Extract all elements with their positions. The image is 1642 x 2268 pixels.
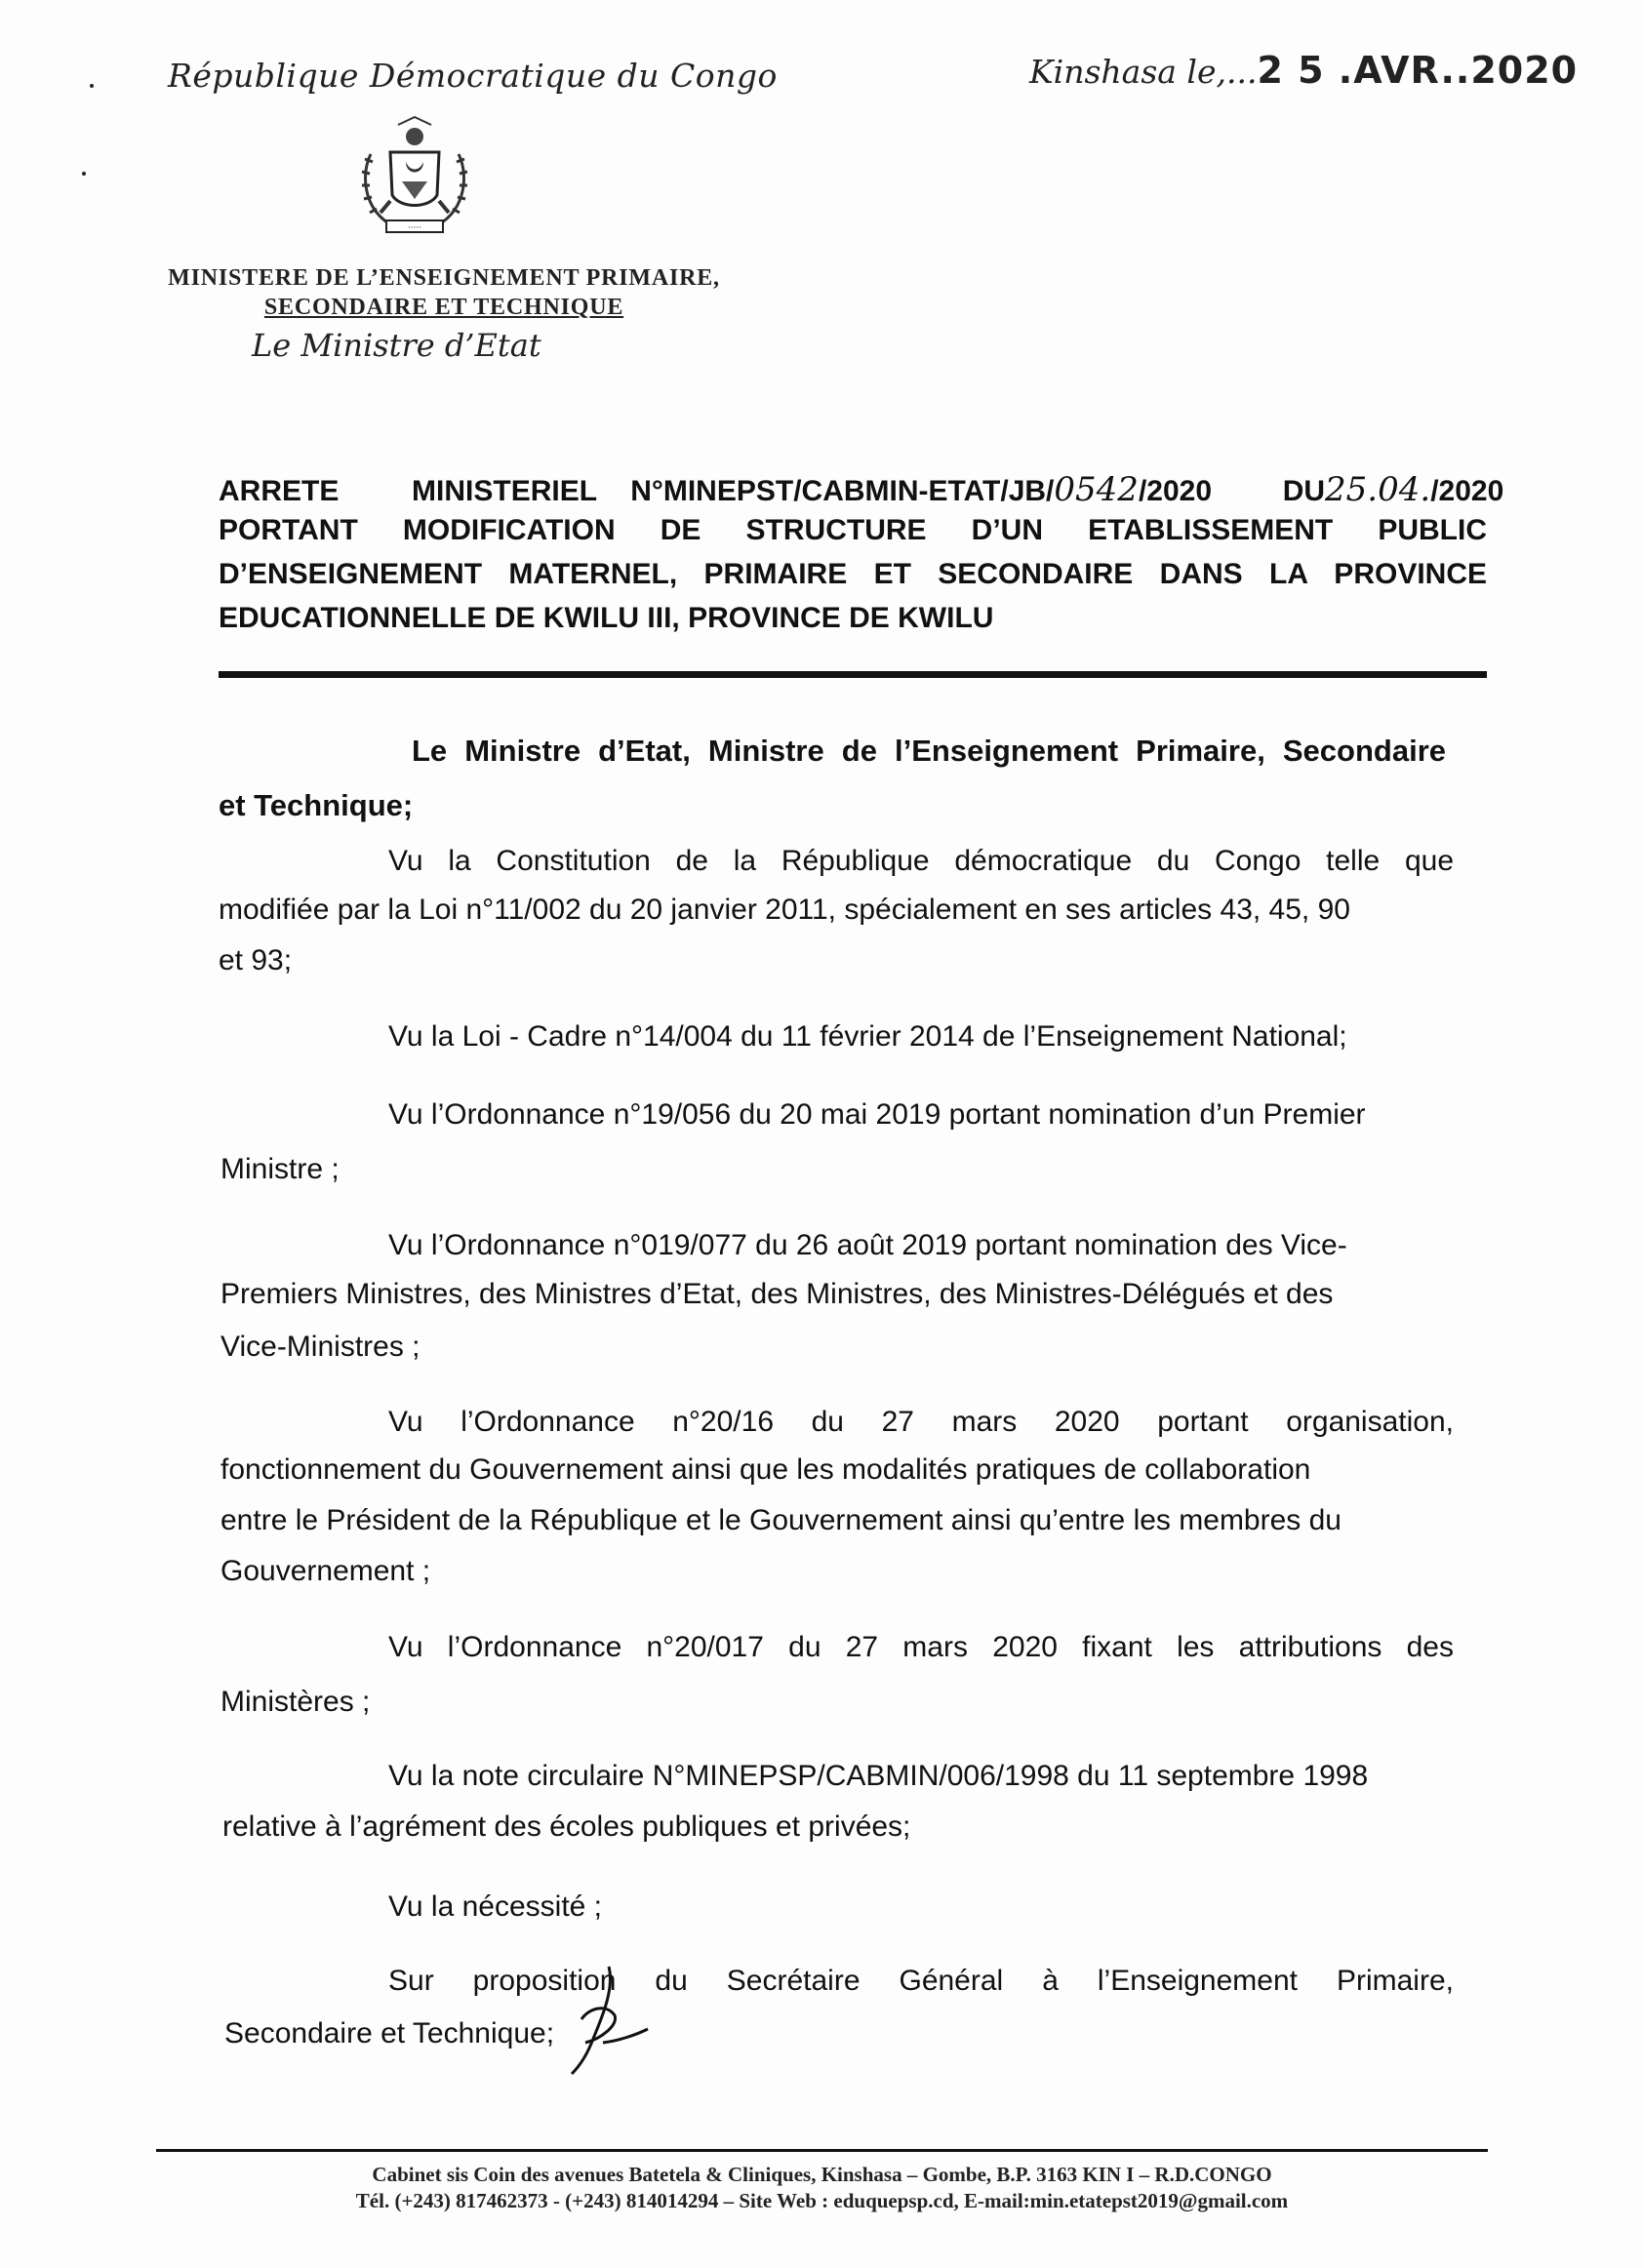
proposition-para-line2: Secondaire et Technique; [224,2017,555,2049]
organisation-para-line2: fonctionnement du Gouvernement ainsi que les modalités pratiques de collaboration [220,1453,1311,1486]
footer-separator-rule [156,2149,1488,2152]
decree-reference-prefix: N°MINEPST/CABMIN-ETAT/JB/ [630,475,1055,507]
note-circulaire-para-line1: Vu la note circulaire N°MINEPSP/CABMIN/006/1998 du 11 septembre 1998 [388,1760,1369,1792]
attributions-para-line2: Ministères ; [220,1686,371,1718]
preamble-line1: Le Ministre d’Etat, Ministre de l’Enseignement Primaire, Secondaire [412,734,1446,768]
footer-contact: Tél. (+243) 817462373 - (+243) 814014294 – Site Web : eduquepsp.cd, E-mail:min.etatepst2019@gmail.com [355,2189,1289,2212]
decree-reference-number: 0542 [1054,470,1139,509]
decree-title-line3: D’ENSEIGNEMENT MATERNEL, PRIMAIRE ET SECONDAIRE DANS LA PROVINCE [219,558,1487,590]
premier-ministre-para-line1: Vu l’Ordonnance n°19/056 du 20 mai 2019 portant nomination d’un Premier [388,1098,1366,1131]
date-prefix: Kinshasa le,... [1029,53,1258,91]
republic-heading: République Démocratique du Congo [168,57,778,95]
note-circulaire-para-line2: relative à l’agrément des écoles publiques et privées; [222,1810,911,1843]
title-word-ministeriel: MINISTERIEL [412,475,597,507]
title-word-arrete: ARRETE [219,475,340,507]
constitution-para-line3: et 93; [219,944,293,976]
decree-date-handwritten: 25.04. [1325,470,1431,509]
minister-title: Le Ministre d’Etat [252,327,541,364]
constitution-para-line2: modifiée par la Loi n°11/002 du 20 janvier 2011, spécialement en ses articles 43, 45, 90 [219,894,1350,926]
decree-date [1282,470,1504,509]
constitution-para-line1: Vu la Constitution de la République démocratique du Congo telle que [388,845,1454,877]
organisation-para-line4: Gouvernement ; [220,1555,431,1587]
loi-cadre-para: Vu la Loi - Cadre n°14/004 du 11 février 2014 de l’Enseignement National; [388,1020,1347,1053]
organisation-para-line3: entre le Président de la République et le Gouvernement ainsi qu’entre les membres du [220,1504,1342,1536]
footer-address: Cabinet sis Coin des avenues Batetela & Cliniques, Kinshasa – Gombe, B.P. 3163 KIN I – R.D.CONGO [372,2163,1272,2186]
scan-speck [90,84,94,88]
necessite-para: Vu la nécessité ; [388,1890,603,1923]
premier-ministre-para-line2: Ministre ; [220,1153,340,1185]
decree-title-line4: EDUCATIONNELLE DE KWILU III, PROVINCE DE KWILU [219,602,994,634]
decree-title-line2: PORTANT MODIFICATION DE STRUCTURE D’UN ETABLISSEMENT PUBLIC [219,514,1487,546]
title-separator-rule [219,671,1487,678]
vice-premiers-para-line1: Vu l’Ordonnance n°019/077 du 26 août 2019 portant nomination des Vice- [388,1229,1347,1261]
ministry-name-line2 [166,295,722,321]
decree-title-line1 [219,470,1504,509]
ministry-name-line1: MINISTERE DE L’ENSEIGNEMENT PRIMAIRE, [168,265,720,291]
attributions-para-line1: Vu l’Ordonnance n°20/017 du 27 mars 2020 fixant les attributions des [388,1631,1454,1663]
decree-date-label: DU [1282,475,1326,507]
vice-premiers-para-line3: Vice-Ministres ; [220,1331,421,1363]
document-date [1029,49,1578,92]
scan-speck [82,172,86,176]
ministry-name-line2-text: SECONDAIRE ET TECHNIQUE [263,295,624,320]
date-stamp: 2 5 .AVR..2020 [1257,49,1579,92]
decree-reference-suffix: /2020 [1138,475,1213,507]
coat-of-arms-icon [351,115,478,244]
preamble-line2: et Technique; [219,788,414,822]
proposition-para-line1: Sur proposition du Secrétaire Général à l’Enseignement Primaire, [388,1965,1454,1997]
decree-reference [630,470,1213,509]
organisation-para-line1: Vu l’Ordonnance n°20/16 du 27 mars 2020 portant organisation, [388,1406,1454,1438]
decree-date-year: /2020 [1430,475,1504,507]
vice-premiers-para-line2: Premiers Ministres, des Ministres d’Etat, des Ministres, des Ministres-Délégués et des [220,1278,1334,1310]
svg-text:·····: ····· [407,223,422,233]
paraph-initials-icon [546,1961,654,2078]
